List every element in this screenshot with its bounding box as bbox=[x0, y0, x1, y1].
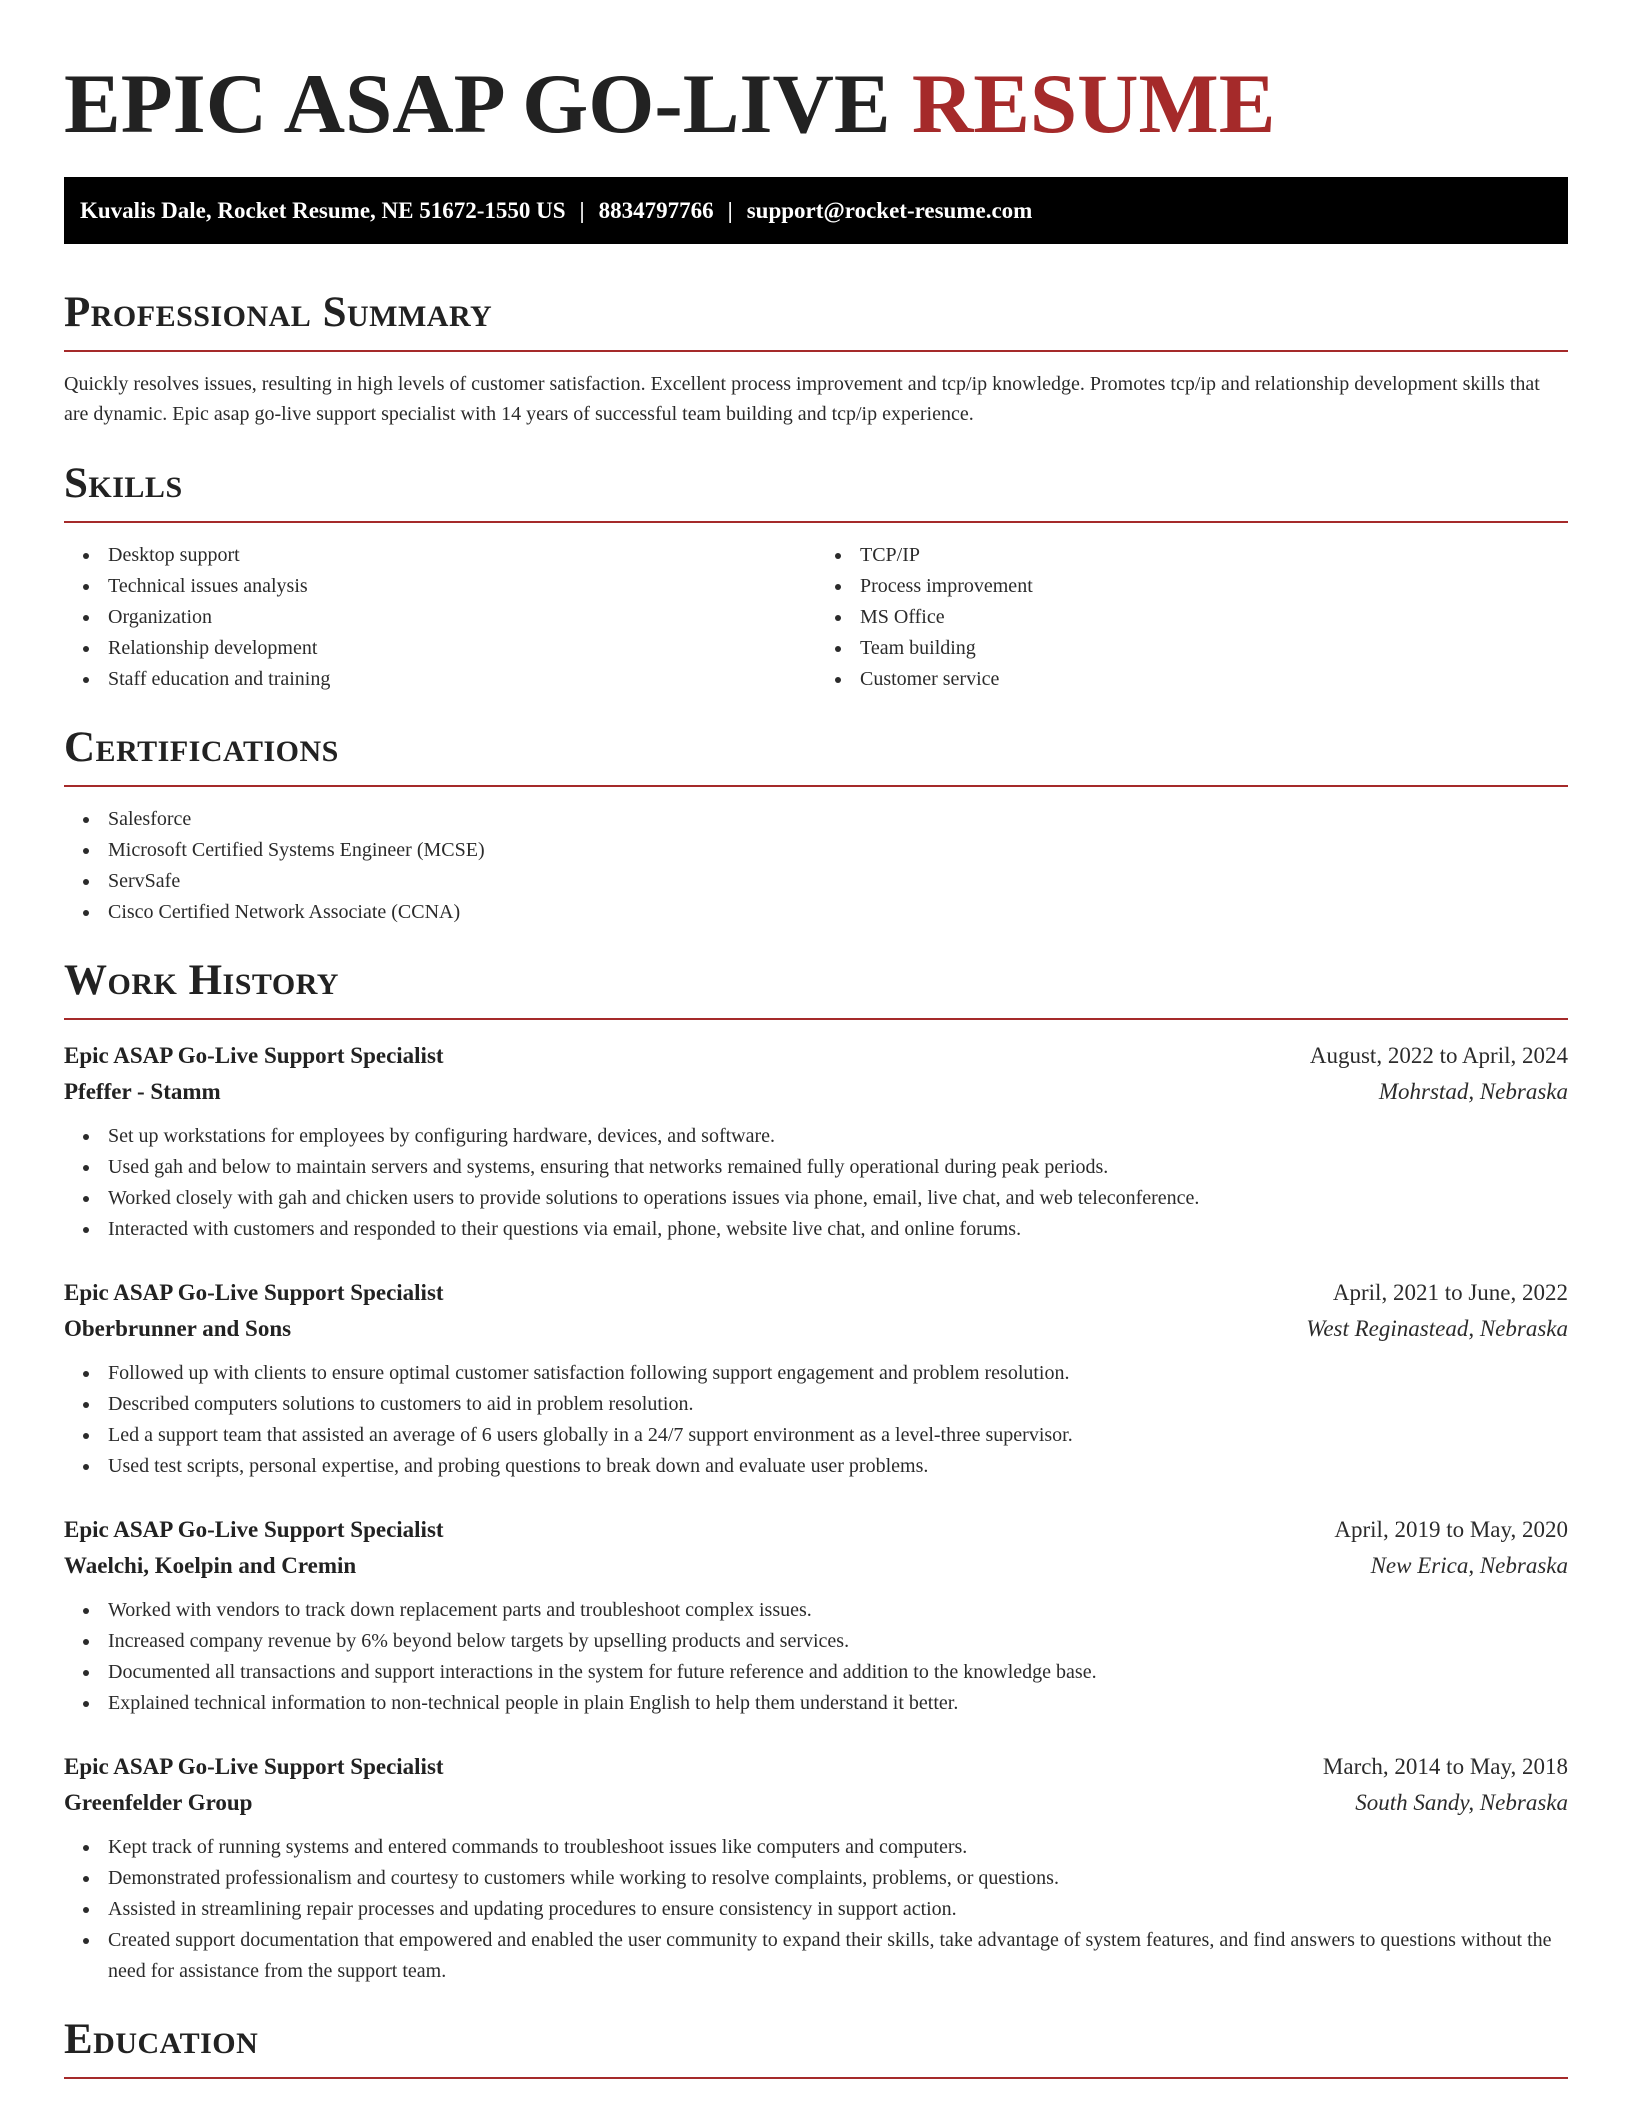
job-title: Epic ASAP Go-Live Support Specialist bbox=[64, 1517, 444, 1542]
job-bullet-list bbox=[64, 1358, 1568, 1482]
certification-item: Salesforce bbox=[64, 804, 1568, 835]
job-header-row bbox=[64, 1275, 1568, 1311]
section-heading-education: Education bbox=[64, 2016, 259, 2063]
job-bullet: Demonstrated professionalism and courtesy to customers while working to resolve complaints, problems, or questions. bbox=[64, 1863, 1568, 1894]
summary-section bbox=[64, 288, 1568, 429]
certification-item: Cisco Certified Network Associate (CCNA) bbox=[64, 897, 1568, 928]
job-company: Waelchi, Koelpin and Cremin bbox=[64, 1553, 357, 1578]
section-divider bbox=[64, 2077, 1568, 2079]
skill-item: MS Office bbox=[816, 602, 1568, 633]
section-divider bbox=[64, 785, 1568, 787]
certification-item: ServSafe bbox=[64, 866, 1568, 897]
job-bullet: Increased company revenue by 6% beyond below targets by upselling products and services. bbox=[64, 1626, 1568, 1657]
section-divider bbox=[64, 1018, 1568, 1020]
job-header-row bbox=[64, 1512, 1568, 1548]
section-divider bbox=[64, 350, 1568, 352]
job-entry bbox=[64, 1512, 1568, 1719]
job-dates: March, 2014 to May, 2018 bbox=[1322, 1754, 1568, 1779]
contact-bar bbox=[64, 177, 1568, 244]
section-heading-summary: Professional Summary bbox=[64, 289, 493, 336]
job-bullet: Explained technical information to non-technical people in plain English to help them understand it better. bbox=[64, 1688, 1568, 1719]
job-entry bbox=[64, 1749, 1568, 1987]
job-company: Pfeffer - Stamm bbox=[64, 1079, 221, 1104]
certifications-list bbox=[64, 804, 1568, 928]
job-bullet: Worked closely with gah and chicken users to provide solutions to operations issues via phone, email, live chat, and web teleconference. bbox=[64, 1183, 1568, 1214]
job-header-row bbox=[64, 1038, 1568, 1074]
job-bullet: Created support documentation that empowered and enabled the user community to expand their skills, take advantage of system features, and find answers to questions without the need for assistance from the support team. bbox=[64, 1925, 1568, 1987]
resume-title bbox=[64, 0, 1568, 154]
contact-address: Kuvalis Dale, Rocket Resume, NE 51672-1550 US bbox=[80, 198, 566, 223]
job-company: Oberbrunner and Sons bbox=[64, 1316, 292, 1341]
skills-section bbox=[64, 459, 1568, 695]
job-company-row bbox=[64, 1074, 1568, 1110]
job-header-row bbox=[64, 1749, 1568, 1785]
contact-separator: | bbox=[579, 198, 585, 223]
job-bullet: Worked with vendors to track down replacement parts and troubleshoot complex issues. bbox=[64, 1595, 1568, 1626]
section-heading-certifications: Certifications bbox=[64, 724, 339, 771]
job-title: Epic ASAP Go-Live Support Specialist bbox=[64, 1280, 444, 1305]
job-bullet: Kept track of running systems and entered commands to troubleshoot issues like computers and computers. bbox=[64, 1832, 1568, 1863]
job-company: Greenfelder Group bbox=[64, 1790, 253, 1815]
job-bullet: Led a support team that assisted an average of 6 users globally in a 24/7 support environment as a level-three supervisor. bbox=[64, 1420, 1568, 1451]
contact-email[interactable]: support@rocket-resume.com bbox=[746, 198, 1033, 223]
job-company-row bbox=[64, 1311, 1568, 1347]
resume-title-accent: RESUME bbox=[911, 57, 1276, 151]
job-entry bbox=[64, 1038, 1568, 1245]
section-divider bbox=[64, 521, 1568, 523]
contact-separator: | bbox=[727, 198, 733, 223]
summary-text: Quickly resolves issues, resulting in high levels of customer satisfaction. Excellent process improvement and tcp/ip knowledge. Promotes tcp/ip and relationship development skills that are dynamic. Epic asap go-live support specialist with 14 years of successful team building and tcp/ip experience. bbox=[64, 373, 1540, 425]
section-heading-skills: Skills bbox=[64, 460, 183, 507]
contact-phone: 8834797766 bbox=[598, 198, 714, 223]
job-bullet: Used test scripts, personal expertise, and probing questions to break down and evaluate user problems. bbox=[64, 1451, 1568, 1482]
job-company-row bbox=[64, 1785, 1568, 1821]
skill-item: Organization bbox=[64, 602, 816, 633]
skills-column-right bbox=[816, 540, 1568, 695]
skills-column-left bbox=[64, 540, 816, 695]
job-title: Epic ASAP Go-Live Support Specialist bbox=[64, 1754, 444, 1779]
section-heading-work-history: Work History bbox=[64, 957, 339, 1004]
certification-item: Microsoft Certified Systems Engineer (MCSE) bbox=[64, 835, 1568, 866]
job-bullet: Followed up with clients to ensure optimal customer satisfaction following support engagement and problem resolution. bbox=[64, 1358, 1568, 1389]
job-bullet: Set up workstations for employees by configuring hardware, devices, and software. bbox=[64, 1121, 1568, 1152]
job-bullet: Used gah and below to maintain servers and systems, ensuring that networks remained fully operational during peak periods. bbox=[64, 1152, 1568, 1183]
job-dates: April, 2021 to June, 2022 bbox=[1332, 1280, 1568, 1305]
job-bullet-list bbox=[64, 1595, 1568, 1719]
resume-title-main: EPIC ASAP GO-LIVE bbox=[64, 57, 891, 151]
skills-grid bbox=[64, 540, 1568, 695]
certifications-section bbox=[64, 723, 1568, 928]
job-location: New Erica, Nebraska bbox=[1370, 1553, 1568, 1578]
skill-item: Process improvement bbox=[816, 571, 1568, 602]
skill-item: Relationship development bbox=[64, 633, 816, 664]
job-title: Epic ASAP Go-Live Support Specialist bbox=[64, 1043, 444, 1068]
skill-item: Customer service bbox=[816, 664, 1568, 695]
work-history-section bbox=[64, 956, 1568, 1987]
job-location: Mohrstad, Nebraska bbox=[1378, 1079, 1568, 1104]
education-section bbox=[64, 2015, 1568, 2079]
skill-item: Technical issues analysis bbox=[64, 571, 816, 602]
job-bullet: Interacted with customers and responded to their questions via email, phone, website live chat, and online forums. bbox=[64, 1214, 1568, 1245]
job-dates: April, 2019 to May, 2020 bbox=[1334, 1517, 1568, 1542]
job-location: South Sandy, Nebraska bbox=[1355, 1790, 1568, 1815]
job-company-row bbox=[64, 1548, 1568, 1584]
job-bullet-list bbox=[64, 1832, 1568, 1987]
skill-item: TCP/IP bbox=[816, 540, 1568, 571]
skill-item: Desktop support bbox=[64, 540, 816, 571]
job-bullet-list bbox=[64, 1121, 1568, 1245]
job-bullet: Described computers solutions to customers to aid in problem resolution. bbox=[64, 1389, 1568, 1420]
job-bullet: Assisted in streamlining repair processes and updating procedures to ensure consistency in support action. bbox=[64, 1894, 1568, 1925]
job-bullet: Documented all transactions and support interactions in the system for future reference and addition to the knowledge base. bbox=[64, 1657, 1568, 1688]
job-entry bbox=[64, 1275, 1568, 1482]
job-dates: August, 2022 to April, 2024 bbox=[1309, 1043, 1568, 1068]
skill-item: Staff education and training bbox=[64, 664, 816, 695]
skill-item: Team building bbox=[816, 633, 1568, 664]
job-location: West Reginastead, Nebraska bbox=[1306, 1316, 1568, 1341]
